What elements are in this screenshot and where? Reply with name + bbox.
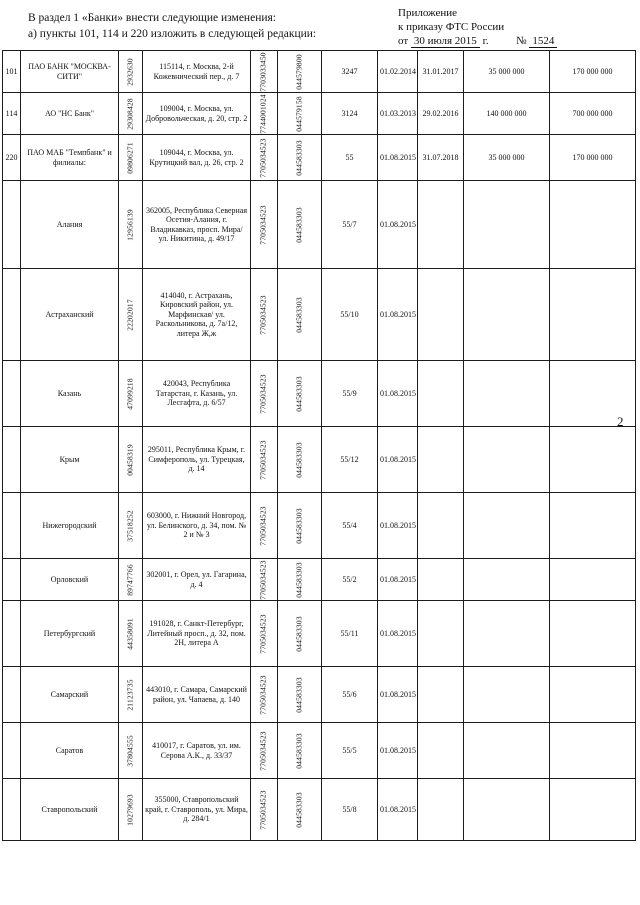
cell-date-included <box>378 559 418 601</box>
bik-text: 044583303 <box>294 507 304 544</box>
cell-bank-name <box>21 181 119 269</box>
cell-bank-name <box>21 427 119 493</box>
address-text: 362005, Республика Северная Осетия-Алания, г. Владикавказ, просп. Мира/ ул. Никитина, д. 49/17 <box>145 205 248 243</box>
bik-text: 044583303 <box>294 676 304 713</box>
inn-text: 7705034523 <box>258 505 268 546</box>
bik-text: 044583303 <box>294 791 304 828</box>
address-text: 603000, г. Нижний Новгород, ул. Белинского, д. 34, пом. № 2 и № 3 <box>146 511 247 540</box>
max-guarantee-sum-text: 140 000 000 <box>486 108 527 118</box>
appendix-header <box>398 6 557 48</box>
cell-okpo <box>119 779 143 841</box>
okpo-text: 29308428 <box>125 97 135 130</box>
table-row <box>3 559 636 601</box>
cell-licence-number <box>322 493 378 559</box>
cell-date-included <box>378 135 418 181</box>
cell-max-guarantee-sum <box>464 269 550 361</box>
cell-inn <box>251 361 278 427</box>
cell-bank-name <box>21 269 119 361</box>
bank-name-text: Ставропольский <box>41 804 98 814</box>
cell-max-guarantee-sum <box>464 723 550 779</box>
date-included-text: 01.08.2015 <box>380 745 416 755</box>
cell-address <box>143 51 251 93</box>
cell-date-until <box>418 93 464 135</box>
cell-date-until <box>418 723 464 779</box>
licence-number-text: 55/11 <box>340 628 359 638</box>
cell-date-included <box>378 427 418 493</box>
bik-text: 044583303 <box>294 296 304 333</box>
cell-max-guarantee-sum <box>464 361 550 427</box>
cell-licence-number <box>322 135 378 181</box>
date-included-text: 01.08.2015 <box>380 628 416 638</box>
cell-licence-number <box>322 51 378 93</box>
cell-max-guarantee-sum <box>464 559 550 601</box>
cell-bik <box>278 493 322 559</box>
cell-bik <box>278 723 322 779</box>
cell-address <box>143 181 251 269</box>
cell-okpo <box>119 723 143 779</box>
cell-date-included <box>378 269 418 361</box>
cell-max-all-guarantees-sum <box>550 427 636 493</box>
cell-date-included <box>378 93 418 135</box>
cell-bik <box>278 51 322 93</box>
cell-bank-name <box>21 601 119 667</box>
max-all-guarantees-sum-text: 170 000 000 <box>572 66 613 76</box>
cell-bank-name <box>21 135 119 181</box>
cell-licence-number <box>322 723 378 779</box>
banks-table-body <box>3 51 636 841</box>
page-number: 2 <box>617 414 624 429</box>
cell-max-all-guarantees-sum <box>550 601 636 667</box>
cell-max-guarantee-sum <box>464 427 550 493</box>
cell-max-all-guarantees-sum <box>550 361 636 427</box>
cell-row-number <box>3 269 21 361</box>
cell-row-number <box>3 493 21 559</box>
cell-address <box>143 427 251 493</box>
cell-licence-number <box>322 559 378 601</box>
cell-inn <box>251 427 278 493</box>
address-text: 410017, г. Саратов, ул. им. Серова А.К., д. 33/37 <box>152 741 241 760</box>
cell-inn <box>251 181 278 269</box>
cell-date-until <box>418 559 464 601</box>
cell-inn <box>251 779 278 841</box>
bik-text: 044579800 <box>294 53 304 90</box>
cell-bank-name <box>21 779 119 841</box>
cell-date-until <box>418 181 464 269</box>
cell-address <box>143 779 251 841</box>
cell-max-guarantee-sum <box>464 93 550 135</box>
bik-text: 044583303 <box>294 615 304 652</box>
max-guarantee-sum-text: 35 000 000 <box>488 66 525 76</box>
cell-max-guarantee-sum <box>464 667 550 723</box>
date-included-text: 01.08.2015 <box>380 454 416 464</box>
cell-address <box>143 493 251 559</box>
cell-inn <box>251 135 278 181</box>
date-included-text: 01.08.2015 <box>380 388 416 398</box>
table-row <box>3 269 636 361</box>
bank-name-text: ПАО МАБ "Темпбанк" и филиалы: <box>27 148 112 167</box>
bik-text: 044583303 <box>294 441 304 478</box>
table-row <box>3 181 636 269</box>
cell-date-included <box>378 361 418 427</box>
okpo-text: 10279693 <box>125 793 135 826</box>
appendix-line-3 <box>398 34 557 48</box>
okpo-text: 37518252 <box>125 509 135 542</box>
cell-okpo <box>119 51 143 93</box>
cell-row-number <box>3 667 21 723</box>
inn-text: 7705034523 <box>258 294 268 335</box>
cell-licence-number <box>322 181 378 269</box>
address-text: 302001, г. Орел, ул. Гагарина, д. 4 <box>146 570 247 589</box>
table-row <box>3 93 636 135</box>
inn-text: 7744001024 <box>258 93 268 134</box>
cell-okpo <box>119 135 143 181</box>
max-all-guarantees-sum-text: 170 000 000 <box>572 152 613 162</box>
cell-date-included <box>378 723 418 779</box>
inn-text: 7705034523 <box>258 559 268 600</box>
cell-bik <box>278 181 322 269</box>
cell-row-number <box>3 135 21 181</box>
inn-text: 7705034523 <box>258 204 268 245</box>
cell-okpo <box>119 93 143 135</box>
date-included-text: 01.02.2014 <box>380 66 416 76</box>
cell-max-all-guarantees-sum <box>550 779 636 841</box>
date-included-text: 01.03.2013 <box>380 108 416 118</box>
table-row <box>3 361 636 427</box>
bik-text: 044583303 <box>294 375 304 412</box>
cell-okpo <box>119 601 143 667</box>
cell-bik <box>278 93 322 135</box>
cell-max-guarantee-sum <box>464 135 550 181</box>
cell-max-all-guarantees-sum <box>550 51 636 93</box>
bank-name-text: Орловский <box>50 574 89 584</box>
okpo-text: 44358091 <box>125 617 135 650</box>
date-included-text: 01.08.2015 <box>380 689 416 699</box>
table-row <box>3 601 636 667</box>
inn-text: 7703033450 <box>258 51 268 92</box>
row-number-text: 114 <box>5 108 18 118</box>
cell-licence-number <box>322 667 378 723</box>
cell-inn <box>251 601 278 667</box>
licence-number-text: 3247 <box>341 66 358 76</box>
cell-okpo <box>119 361 143 427</box>
licence-number-text: 3124 <box>341 108 358 118</box>
cell-okpo <box>119 181 143 269</box>
bank-name-text: Астраханский <box>45 309 94 319</box>
cell-inn <box>251 493 278 559</box>
inn-text: 7705034523 <box>258 613 268 654</box>
row-number-text: 101 <box>5 66 18 76</box>
intro-line-1: В раздел 1 «Банки» внести следующие изменения: <box>28 12 276 24</box>
inn-text: 7705034523 <box>258 439 268 480</box>
inn-text: 7705034523 <box>258 373 268 414</box>
licence-number-text: 55 <box>345 152 354 162</box>
licence-number-text: 55/2 <box>342 574 357 584</box>
address-text: 115114, г. Москва, 2-й Кожевнический пер., д. 7 <box>153 62 240 81</box>
row-number-text: 220 <box>5 152 18 162</box>
cell-bank-name <box>21 493 119 559</box>
okpo-text: 21123735 <box>125 678 135 711</box>
table-row <box>3 51 636 93</box>
date-included-text: 01.08.2015 <box>380 574 416 584</box>
inn-text: 7705034523 <box>258 789 268 830</box>
bik-text: 044583303 <box>294 561 304 598</box>
address-text: 420043, Республика Татарстан, г. Казань, ул. Лесгафта, д. 6/57 <box>155 379 238 408</box>
cell-bik <box>278 135 322 181</box>
cell-date-until <box>418 135 464 181</box>
cell-address <box>143 135 251 181</box>
cell-row-number <box>3 181 21 269</box>
cell-bank-name <box>21 51 119 93</box>
cell-max-all-guarantees-sum <box>550 93 636 135</box>
table-row <box>3 779 636 841</box>
cell-okpo <box>119 667 143 723</box>
date-included-text: 01.08.2015 <box>380 219 416 229</box>
date-included-text: 01.08.2015 <box>380 152 416 162</box>
okpo-text: 22202017 <box>125 298 135 331</box>
cell-date-until <box>418 427 464 493</box>
okpo-text: 00458319 <box>125 443 135 476</box>
banks-table <box>2 50 636 841</box>
cell-inn <box>251 51 278 93</box>
okpo-text: 89747766 <box>125 563 135 596</box>
okpo-text: 47099218 <box>125 377 135 410</box>
licence-number-text: 55/5 <box>342 745 357 755</box>
cell-bank-name <box>21 93 119 135</box>
table-row <box>3 723 636 779</box>
date-included-text: 01.08.2015 <box>380 804 416 814</box>
cell-address <box>143 559 251 601</box>
bank-name-text: Самарский <box>50 689 89 699</box>
licence-number-text: 55/12 <box>340 454 359 464</box>
bank-name-text: Алания <box>56 219 83 229</box>
cell-okpo <box>119 269 143 361</box>
bank-name-text: Саратов <box>55 745 84 755</box>
bank-name-text: Нижегородский <box>42 520 97 530</box>
cell-licence-number <box>322 427 378 493</box>
cell-date-until <box>418 667 464 723</box>
appendix-number: 1524 <box>529 35 557 48</box>
licence-number-text: 55/10 <box>340 309 359 319</box>
table-row <box>3 493 636 559</box>
cell-date-until <box>418 361 464 427</box>
cell-row-number <box>3 51 21 93</box>
cell-bik <box>278 269 322 361</box>
cell-date-until <box>418 51 464 93</box>
table-row <box>3 667 636 723</box>
cell-max-all-guarantees-sum <box>550 559 636 601</box>
bank-name-text: Крым <box>59 454 80 464</box>
cell-max-guarantee-sum <box>464 779 550 841</box>
cell-okpo <box>119 493 143 559</box>
cell-max-all-guarantees-sum <box>550 723 636 779</box>
cell-bank-name <box>21 667 119 723</box>
appendix-date: 30 июля 2015 <box>411 35 480 48</box>
appendix-line-1: Приложение <box>398 7 458 19</box>
cell-inn <box>251 269 278 361</box>
licence-number-text: 55/6 <box>342 689 357 699</box>
cell-address <box>143 93 251 135</box>
inn-text: 7705034523 <box>258 137 268 178</box>
cell-date-included <box>378 667 418 723</box>
cell-address <box>143 723 251 779</box>
cell-row-number <box>3 361 21 427</box>
okpo-text: 09806271 <box>125 141 135 174</box>
cell-inn <box>251 667 278 723</box>
address-text: 355000, Ставропольский край, г. Ставрополь, ул. Мира, д. 284/1 <box>145 795 248 824</box>
address-text: 414040, г. Астрахань, Кировский район, ул. Марфинская/ ул. Раскольникова, д. 7а/12, литера Ж,ж <box>155 290 238 338</box>
licence-number-text: 55/9 <box>342 388 357 398</box>
cell-bik <box>278 601 322 667</box>
cell-date-included <box>378 779 418 841</box>
inn-text: 7705034523 <box>258 730 268 771</box>
cell-date-until <box>418 269 464 361</box>
bik-text: 044579158 <box>294 95 304 132</box>
cell-licence-number <box>322 269 378 361</box>
table-row <box>3 135 636 181</box>
cell-address <box>143 601 251 667</box>
cell-licence-number <box>322 601 378 667</box>
cell-address <box>143 361 251 427</box>
date-included-text: 01.08.2015 <box>380 309 416 319</box>
date-until-text: 31.01.2017 <box>422 66 459 76</box>
cell-row-number <box>3 427 21 493</box>
bank-name-text: Петербургский <box>43 628 96 638</box>
max-guarantee-sum-text: 35 000 000 <box>488 152 525 162</box>
cell-max-guarantee-sum <box>464 51 550 93</box>
cell-row-number <box>3 601 21 667</box>
cell-date-until <box>418 779 464 841</box>
cell-licence-number <box>322 361 378 427</box>
cell-max-all-guarantees-sum <box>550 667 636 723</box>
okpo-text: 37804555 <box>125 734 135 767</box>
address-text: 295011, Республика Крым, г. Симферополь, ул. Турецкая, д. 14 <box>147 445 246 474</box>
cell-inn <box>251 93 278 135</box>
intro-paragraph <box>28 10 316 42</box>
inn-text: 7705034523 <box>258 674 268 715</box>
cell-row-number <box>3 723 21 779</box>
okpo-text: 2932630 <box>125 57 135 86</box>
address-text: 191028, г. Санкт-Петербург, Литейный просп., д. 32, пом. 2Н, литера А <box>147 619 246 648</box>
date-until-text: 31.07.2018 <box>422 152 459 162</box>
appendix-line-2: к приказу ФТС России <box>398 21 505 33</box>
okpo-text: 12956139 <box>125 208 135 241</box>
cell-date-included <box>378 181 418 269</box>
cell-bank-name <box>21 361 119 427</box>
cell-bik <box>278 361 322 427</box>
bank-name-text: Казань <box>57 388 82 398</box>
cell-address <box>143 269 251 361</box>
bik-text: 044583303 <box>294 139 304 176</box>
cell-inn <box>251 723 278 779</box>
address-text: 109004, г. Москва, ул. Добровольческая, д. 20, стр. 2 <box>145 104 248 123</box>
bik-text: 044583303 <box>294 732 304 769</box>
cell-max-guarantee-sum <box>464 181 550 269</box>
appendix-from-label: от <box>398 35 409 47</box>
intro-line-2: а) пункты 101, 114 и 220 изложить в следующей редакции: <box>28 28 317 40</box>
cell-address <box>143 667 251 723</box>
bank-name-text: ПАО БАНК "МОСКВА-СИТИ" <box>28 62 111 81</box>
date-included-text: 01.08.2015 <box>380 520 416 530</box>
appendix-year-suffix: г. <box>482 35 489 47</box>
bik-text: 044583303 <box>294 206 304 243</box>
cell-row-number <box>3 93 21 135</box>
cell-okpo <box>119 559 143 601</box>
cell-bik <box>278 667 322 723</box>
cell-okpo <box>119 427 143 493</box>
cell-date-included <box>378 601 418 667</box>
max-all-guarantees-sum-text: 700 000 000 <box>572 108 613 118</box>
cell-bank-name <box>21 559 119 601</box>
cell-licence-number <box>322 779 378 841</box>
cell-date-included <box>378 51 418 93</box>
table-row <box>3 427 636 493</box>
licence-number-text: 55/7 <box>342 219 357 229</box>
cell-inn <box>251 559 278 601</box>
address-text: 109044, г. Москва, ул. Крутицкий вал, д. 26, стр. 2 <box>149 148 244 167</box>
cell-date-until <box>418 493 464 559</box>
cell-date-until <box>418 601 464 667</box>
appendix-number-label: № <box>516 35 527 47</box>
cell-max-all-guarantees-sum <box>550 269 636 361</box>
cell-date-included <box>378 493 418 559</box>
cell-bik <box>278 779 322 841</box>
cell-licence-number <box>322 93 378 135</box>
cell-bank-name <box>21 723 119 779</box>
cell-row-number <box>3 559 21 601</box>
cell-max-guarantee-sum <box>464 493 550 559</box>
bank-name-text: АО "НС Банк" <box>44 108 95 118</box>
cell-bik <box>278 427 322 493</box>
cell-bik <box>278 559 322 601</box>
licence-number-text: 55/8 <box>342 804 357 814</box>
cell-max-guarantee-sum <box>464 601 550 667</box>
cell-max-all-guarantees-sum <box>550 493 636 559</box>
cell-row-number <box>3 779 21 841</box>
date-until-text: 29.02.2016 <box>422 108 459 118</box>
licence-number-text: 55/4 <box>342 520 357 530</box>
address-text: 443010, г. Самара, Самарский район, ул. Чапаева, д. 140 <box>146 685 247 704</box>
cell-max-all-guarantees-sum <box>550 181 636 269</box>
cell-max-all-guarantees-sum <box>550 135 636 181</box>
